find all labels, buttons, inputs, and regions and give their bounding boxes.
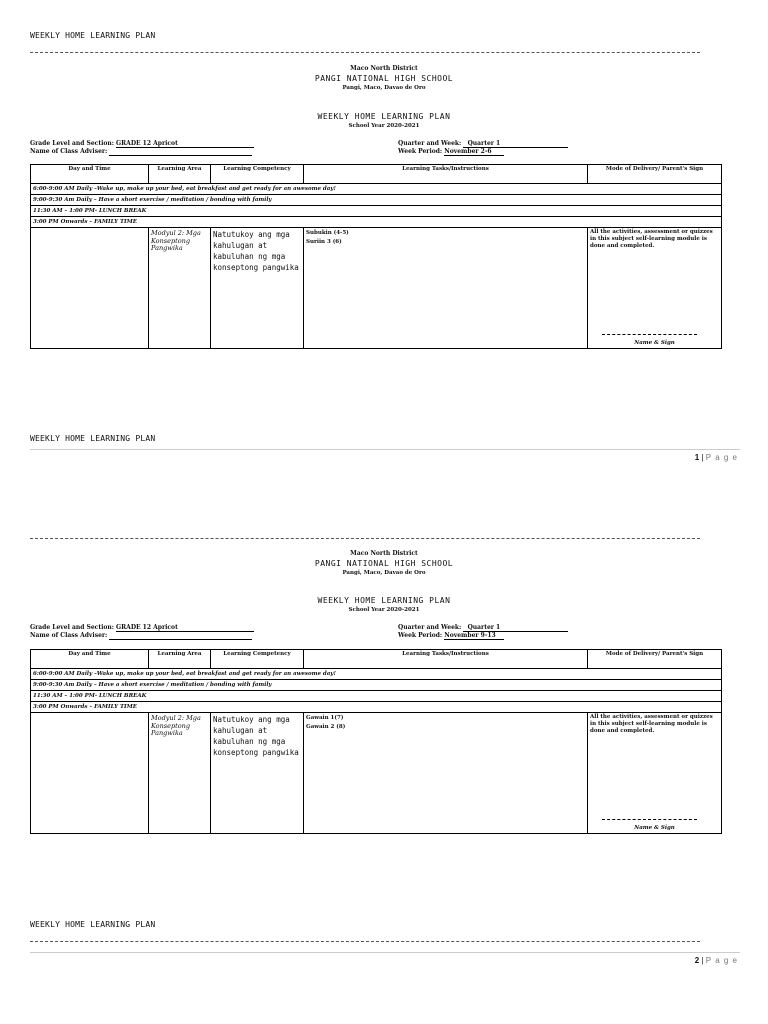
schedule-row: 11:30 AM – 1:00 PM- LUNCH BREAK xyxy=(31,691,722,702)
school-year: School Year 2020-2021 xyxy=(348,123,420,129)
grade-value: GRADE 12 Apricot xyxy=(116,624,178,631)
col-tasks: Learning Tasks/Instructions xyxy=(304,650,588,669)
sign-label: Name & Sign xyxy=(634,825,675,831)
week-period: Week Period: November 9-13 xyxy=(398,632,504,640)
grade-value: GRADE 12 Apricot xyxy=(116,140,178,147)
tasks-cell xyxy=(304,228,588,349)
school-name: PANGI NATIONAL HIGH SCHOOL xyxy=(314,559,454,568)
school-year: School Year 2020-2021 xyxy=(348,607,420,613)
col-day-time: Day and Time xyxy=(31,165,149,184)
schedule-row: 9:00-9:30 Am Daily – Have a short exercise / meditation / bonding with family xyxy=(31,195,722,206)
plan-title: WEEKLY HOME LEARNING PLAN xyxy=(317,112,451,121)
district-name: Maco North District xyxy=(350,550,418,557)
header-rule xyxy=(30,538,700,539)
quarter-week: Quarter and Week: Quarter 1 xyxy=(398,140,568,148)
competency-cell: Natutukoy ang mga kahulugan at kabuluhan ng mga konseptong pangwika xyxy=(211,228,304,349)
mode-text: All the activities, assessment or quizzes in this subject self-learning module is done and completed. xyxy=(590,229,713,249)
sign-label: Name & Sign xyxy=(634,340,675,346)
schedule-row: 11:30 AM – 1:00 PM- LUNCH BREAK xyxy=(31,206,722,217)
col-competency: Learning Competency xyxy=(211,650,304,669)
running-header: WEEKLY HOME LEARNING PLAN xyxy=(30,920,156,929)
schedule-row: 6:00-9:00 AM Daily –Wake up, make up your bed, eat breakfast and get ready for an awesome day! xyxy=(31,669,722,680)
sign-line xyxy=(602,334,697,335)
grade-section: Grade Level and Section: GRADE 12 Apricot xyxy=(30,140,254,148)
tasks-cell xyxy=(304,713,588,834)
header-rule xyxy=(30,941,700,942)
mode-cell xyxy=(588,228,722,349)
week-period: Week Period: November 2-6 xyxy=(398,148,504,156)
schedule-row: 9:00-9:30 Am Daily – Have a short exercise / meditation / bonding with family xyxy=(31,680,722,691)
task-item: Suriin 3 (6) xyxy=(306,239,342,245)
running-header: WEEKLY HOME LEARNING PLAN xyxy=(30,31,156,40)
period-value: November 9-13 xyxy=(444,632,496,639)
mode-cell xyxy=(588,713,722,834)
task-item: Gawain 1(7) xyxy=(306,715,344,721)
col-tasks: Learning Tasks/Instructions xyxy=(304,165,588,184)
footer-rule xyxy=(30,952,740,953)
table-header-row xyxy=(31,650,722,669)
class-adviser: Name of Class Adviser: xyxy=(30,148,252,156)
schedule-row: 3:00 PM Onwards – FAMILY TIME xyxy=(31,702,722,713)
col-mode: Mode of Delivery/ Parent's Sign xyxy=(588,165,722,184)
col-competency: Learning Competency xyxy=(211,165,304,184)
page-number: 2 | P a g e xyxy=(694,956,738,965)
task-item: Gawain 2 (8) xyxy=(306,724,346,730)
school-address: Pangi, Maco, Davao de Oro xyxy=(342,85,426,91)
schedule-row: 6:00-9:00 AM Daily –Wake up, make up your bed, eat breakfast and get ready for an awesome day! xyxy=(31,184,722,195)
header-rule xyxy=(30,52,700,53)
district-name: Maco North District xyxy=(350,65,418,72)
school-address: Pangi, Maco, Davao de Oro xyxy=(342,570,426,576)
table-header-row xyxy=(31,165,722,184)
task-item: Subukin (4-5) xyxy=(306,230,349,236)
col-learning-area: Learning Area xyxy=(149,650,211,669)
page-number: 1 | P a g e xyxy=(694,453,738,462)
grade-section: Grade Level and Section: GRADE 12 Apricot xyxy=(30,624,254,632)
quarter-week: Quarter and Week: Quarter 1 xyxy=(398,624,568,632)
school-name: PANGI NATIONAL HIGH SCHOOL xyxy=(314,74,454,83)
footer-rule xyxy=(30,449,740,450)
sign-line xyxy=(602,819,697,820)
learning-area-cell: Modyul 2: Mga Konseptong Pangwika xyxy=(149,713,211,834)
competency-cell: Natutukoy ang mga kahulugan at kabuluhan ng mga konseptong pangwika xyxy=(211,713,304,834)
quarter-value: Quarter 1 xyxy=(467,140,501,147)
col-learning-area: Learning Area xyxy=(149,165,211,184)
day-cell xyxy=(31,713,149,834)
period-value: November 2-6 xyxy=(444,148,492,155)
table-row xyxy=(31,713,722,834)
plan-title: WEEKLY HOME LEARNING PLAN xyxy=(317,596,451,605)
table-row xyxy=(31,228,722,349)
schedule-row: 3:00 PM Onwards – FAMILY TIME xyxy=(31,217,722,228)
mode-text: All the activities, assessment or quizzes in this subject self-learning module is done and completed. xyxy=(590,714,713,734)
col-day-time: Day and Time xyxy=(31,650,149,669)
learning-plan-table xyxy=(30,164,722,349)
col-mode: Mode of Delivery/ Parent's Sign xyxy=(588,650,722,669)
running-header: WEEKLY HOME LEARNING PLAN xyxy=(30,434,156,443)
learning-area-cell: Modyul 2: Mga Konseptong Pangwika xyxy=(149,228,211,349)
class-adviser: Name of Class Adviser: xyxy=(30,632,252,640)
learning-plan-table xyxy=(30,649,722,834)
quarter-value: Quarter 1 xyxy=(467,624,501,631)
day-cell xyxy=(31,228,149,349)
